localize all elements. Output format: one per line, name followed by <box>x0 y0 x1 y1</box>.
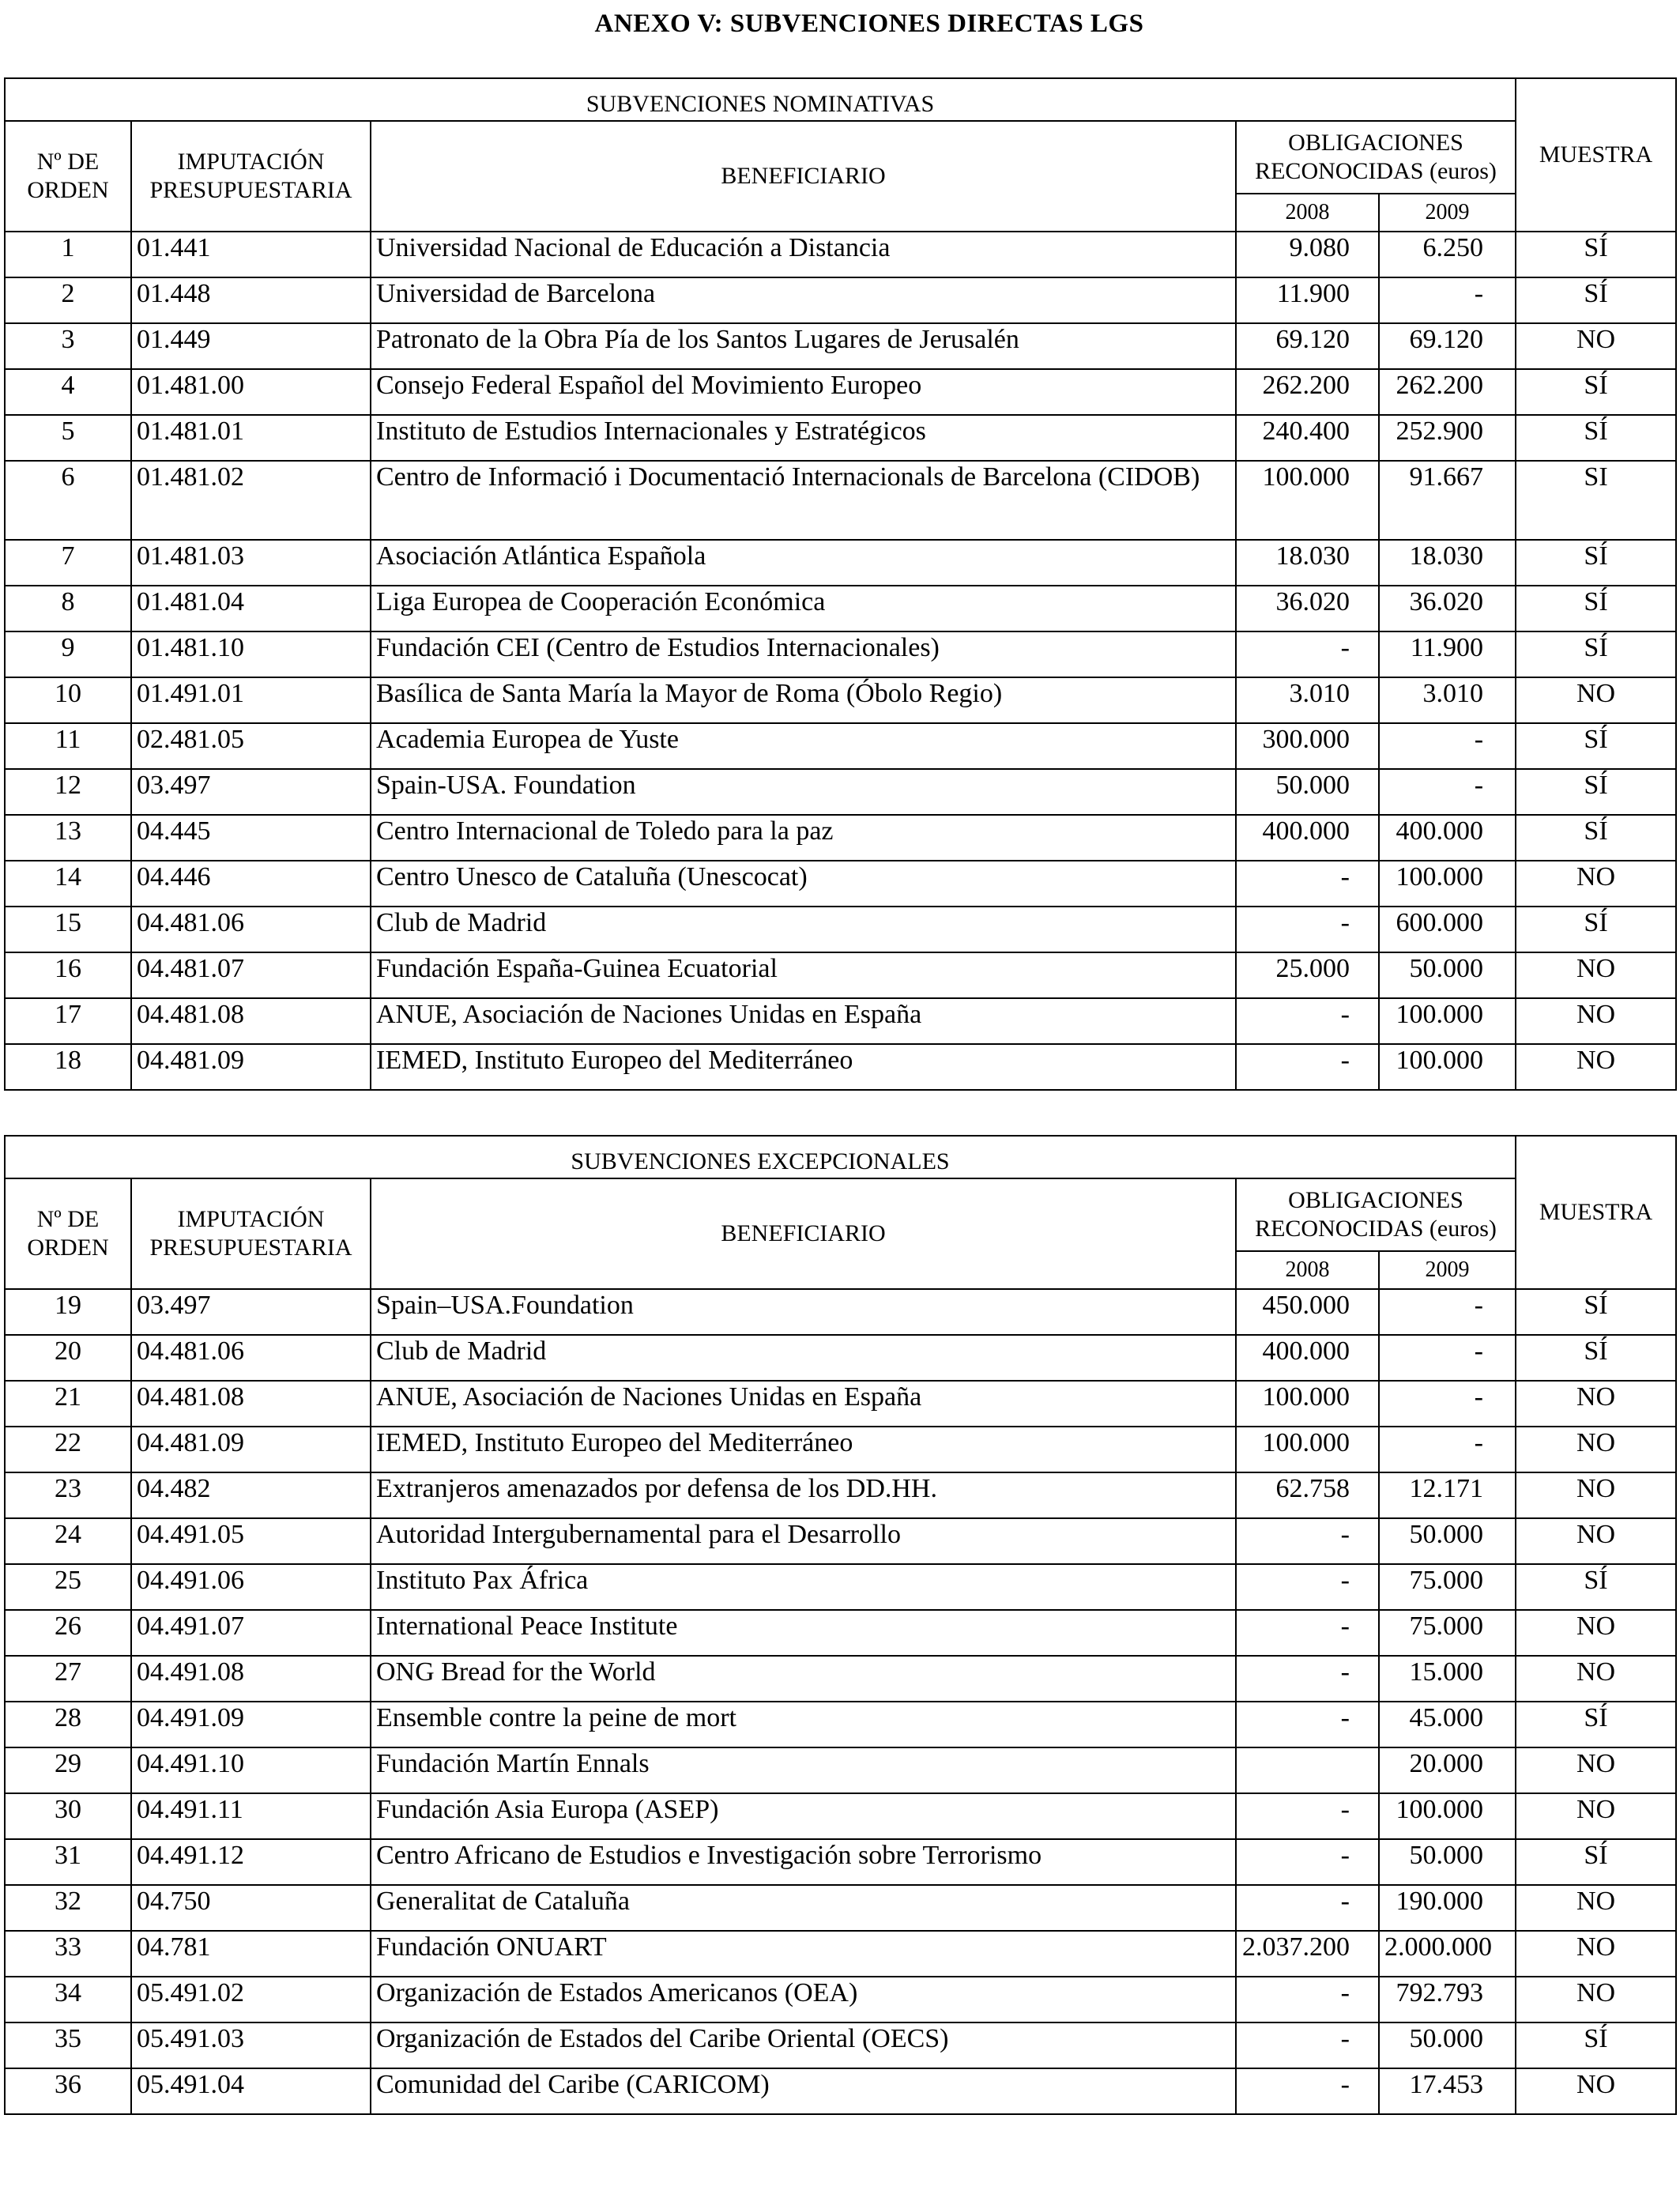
muestra-cell: NO <box>1516 1885 1676 1931</box>
orden-cell: 14 <box>5 861 131 907</box>
year-2008-header: 2008 <box>1236 1251 1379 1289</box>
amount-2009-cell: 75.000 <box>1379 1564 1516 1610</box>
amount-2008-cell: - <box>1236 1518 1379 1564</box>
orden-cell: 23 <box>5 1472 131 1518</box>
muestra-cell: NO <box>1516 1747 1676 1793</box>
imputacion-cell: 01.441 <box>131 232 371 277</box>
imputacion-cell: 04.482 <box>131 1472 371 1518</box>
page-title: ANEXO V: SUBVENCIONES DIRECTAS LGS <box>594 9 1144 38</box>
orden-cell: 29 <box>5 1747 131 1793</box>
orden-cell: 32 <box>5 1885 131 1931</box>
table-row <box>5 1381 1676 1427</box>
beneficiario-cell: ANUE, Asociación de Naciones Unidas en España <box>371 1381 1236 1427</box>
muestra-cell: NO <box>1516 1427 1676 1472</box>
imputacion-cell: 05.491.04 <box>131 2068 371 2114</box>
imputacion-cell: 04.491.06 <box>131 1564 371 1610</box>
muestra-cell: SÍ <box>1516 907 1676 952</box>
beneficiario-header: BENEFICIARIO <box>371 1178 1236 1289</box>
amount-2008-cell: - <box>1236 631 1379 677</box>
section-title: SUBVENCIONES EXCEPCIONALES <box>5 1136 1516 1178</box>
amount-2009-cell: - <box>1379 1335 1516 1381</box>
amount-2008-cell: - <box>1236 2022 1379 2068</box>
muestra-cell: SI <box>1516 461 1676 540</box>
amount-2008-cell: - <box>1236 1610 1379 1656</box>
amount-2008-cell: 240.400 <box>1236 415 1379 461</box>
orden-cell: 12 <box>5 769 131 815</box>
orden-cell: 1 <box>5 232 131 277</box>
amount-2009-cell: 252.900 <box>1379 415 1516 461</box>
muestra-cell: SÍ <box>1516 1564 1676 1610</box>
amount-2009-cell: 20.000 <box>1379 1747 1516 1793</box>
imputacion-cell: 01.448 <box>131 277 371 323</box>
amount-2009-cell: 792.793 <box>1379 1977 1516 2022</box>
muestra-cell: SÍ <box>1516 769 1676 815</box>
orden-cell: 34 <box>5 1977 131 2022</box>
imputacion-cell: 04.491.08 <box>131 1656 371 1702</box>
amount-2008-cell: - <box>1236 1977 1379 2022</box>
imputacion-cell: 01.481.00 <box>131 369 371 415</box>
table-row <box>5 677 1676 723</box>
amount-2008-cell: 11.900 <box>1236 277 1379 323</box>
amount-2009-cell: - <box>1379 723 1516 769</box>
beneficiario-cell: Academia Europea de Yuste <box>371 723 1236 769</box>
amount-2008-cell: - <box>1236 1839 1379 1885</box>
table-row <box>5 2022 1676 2068</box>
amount-2008-cell: - <box>1236 1885 1379 1931</box>
section-title: SUBVENCIONES NOMINATIVAS <box>5 78 1516 121</box>
orden-cell: 30 <box>5 1793 131 1839</box>
year-2009-header: 2009 <box>1379 194 1516 232</box>
muestra-cell: SÍ <box>1516 631 1676 677</box>
imputacion-cell: 03.497 <box>131 1289 371 1335</box>
table-row <box>5 369 1676 415</box>
amount-2009-cell: 262.200 <box>1379 369 1516 415</box>
orden-cell: 5 <box>5 415 131 461</box>
amount-2008-cell: 18.030 <box>1236 540 1379 586</box>
beneficiario-header: BENEFICIARIO <box>371 121 1236 232</box>
imputacion-cell: 04.491.11 <box>131 1793 371 1839</box>
amount-2009-cell: 18.030 <box>1379 540 1516 586</box>
amount-2009-cell: 100.000 <box>1379 1793 1516 1839</box>
imputacion-cell: 04.481.08 <box>131 1381 371 1427</box>
amount-2008-cell: 100.000 <box>1236 1381 1379 1427</box>
amount-2009-cell: 2.000.000 <box>1379 1931 1516 1977</box>
amount-2008-cell: - <box>1236 1793 1379 1839</box>
amount-2008-cell: 50.000 <box>1236 769 1379 815</box>
orden-cell: 6 <box>5 461 131 540</box>
amount-2008-cell: 69.120 <box>1236 323 1379 369</box>
beneficiario-cell: Fundación Asia Europa (ASEP) <box>371 1793 1236 1839</box>
imputacion-cell: 04.481.08 <box>131 998 371 1044</box>
muestra-cell: SÍ <box>1516 2022 1676 2068</box>
imputacion-cell: 04.481.06 <box>131 1335 371 1381</box>
beneficiario-cell: Club de Madrid <box>371 1335 1236 1381</box>
amount-2008-cell: 450.000 <box>1236 1289 1379 1335</box>
imputacion-cell: 04.481.06 <box>131 907 371 952</box>
imputacion-header: IMPUTACIÓN PRESUPUESTARIA <box>131 121 371 232</box>
table-row <box>5 1885 1676 1931</box>
imputacion-cell: 04.491.07 <box>131 1610 371 1656</box>
beneficiario-cell: ONG Bread for the World <box>371 1656 1236 1702</box>
table-row <box>5 2068 1676 2114</box>
beneficiario-cell: Universidad de Barcelona <box>371 277 1236 323</box>
beneficiario-cell: ANUE, Asociación de Naciones Unidas en España <box>371 998 1236 1044</box>
nominativas-table <box>4 77 1677 1091</box>
muestra-cell: NO <box>1516 323 1676 369</box>
beneficiario-cell: International Peace Institute <box>371 1610 1236 1656</box>
orden-header: Nº DE ORDEN <box>5 121 131 232</box>
beneficiario-cell: Comunidad del Caribe (CARICOM) <box>371 2068 1236 2114</box>
table-row <box>5 1518 1676 1564</box>
amount-2009-cell: 6.250 <box>1379 232 1516 277</box>
amount-2008-cell: 9.080 <box>1236 232 1379 277</box>
table-row <box>5 1656 1676 1702</box>
beneficiario-cell: Fundación España-Guinea Ecuatorial <box>371 952 1236 998</box>
muestra-cell: NO <box>1516 1472 1676 1518</box>
table-row <box>5 323 1676 369</box>
beneficiario-cell: Ensemble contre la peine de mort <box>371 1702 1236 1747</box>
amount-2008-cell: - <box>1236 1702 1379 1747</box>
muestra-cell: NO <box>1516 861 1676 907</box>
beneficiario-cell: Fundación CEI (Centro de Estudios Internacionales) <box>371 631 1236 677</box>
imputacion-cell: 04.491.12 <box>131 1839 371 1885</box>
orden-cell: 18 <box>5 1044 131 1090</box>
muestra-cell: SÍ <box>1516 1702 1676 1747</box>
orden-cell: 31 <box>5 1839 131 1885</box>
beneficiario-cell: Liga Europea de Cooperación Económica <box>371 586 1236 631</box>
muestra-cell: NO <box>1516 1381 1676 1427</box>
table-row <box>5 631 1676 677</box>
amount-2008-cell: - <box>1236 998 1379 1044</box>
table-row <box>5 1839 1676 1885</box>
amount-2009-cell: - <box>1379 769 1516 815</box>
orden-cell: 3 <box>5 323 131 369</box>
muestra-cell: NO <box>1516 1656 1676 1702</box>
table-row <box>5 1335 1676 1381</box>
beneficiario-cell: Generalitat de Cataluña <box>371 1885 1236 1931</box>
imputacion-cell: 01.481.01 <box>131 415 371 461</box>
amount-2009-cell: 91.667 <box>1379 461 1516 540</box>
amount-2008-cell: - <box>1236 1564 1379 1610</box>
beneficiario-cell: Fundación Martín Ennals <box>371 1747 1236 1793</box>
orden-cell: 15 <box>5 907 131 952</box>
table-row <box>5 907 1676 952</box>
orden-cell: 26 <box>5 1610 131 1656</box>
amount-2008-cell: - <box>1236 2068 1379 2114</box>
table-row <box>5 461 1676 540</box>
beneficiario-cell: Centro Africano de Estudios e Investigación sobre Terrorismo <box>371 1839 1236 1885</box>
imputacion-cell: 04.481.09 <box>131 1044 371 1090</box>
imputacion-cell: 01.481.04 <box>131 586 371 631</box>
muestra-cell: NO <box>1516 1931 1676 1977</box>
beneficiario-cell: Universidad Nacional de Educación a Distancia <box>371 232 1236 277</box>
muestra-cell: NO <box>1516 952 1676 998</box>
muestra-cell: SÍ <box>1516 540 1676 586</box>
orden-cell: 2 <box>5 277 131 323</box>
obligaciones-header: OBLIGACIONES RECONOCIDAS (euros) <box>1236 1178 1516 1251</box>
table-row <box>5 1977 1676 2022</box>
beneficiario-cell: Club de Madrid <box>371 907 1236 952</box>
orden-cell: 28 <box>5 1702 131 1747</box>
amount-2008-cell: 100.000 <box>1236 461 1379 540</box>
amount-2009-cell: 3.010 <box>1379 677 1516 723</box>
imputacion-cell: 04.445 <box>131 815 371 861</box>
table-row <box>5 769 1676 815</box>
orden-cell: 4 <box>5 369 131 415</box>
table-row <box>5 586 1676 631</box>
beneficiario-cell: Patronato de la Obra Pía de los Santos Lugares de Jerusalén <box>371 323 1236 369</box>
amount-2009-cell: 17.453 <box>1379 2068 1516 2114</box>
muestra-cell: SÍ <box>1516 1335 1676 1381</box>
amount-2008-cell: 3.010 <box>1236 677 1379 723</box>
orden-cell: 13 <box>5 815 131 861</box>
table-row <box>5 415 1676 461</box>
orden-cell: 33 <box>5 1931 131 1977</box>
table-row <box>5 1610 1676 1656</box>
orden-cell: 22 <box>5 1427 131 1472</box>
beneficiario-cell: Autoridad Intergubernamental para el Desarrollo <box>371 1518 1236 1564</box>
amount-2008-cell: 36.020 <box>1236 586 1379 631</box>
muestra-cell: SÍ <box>1516 277 1676 323</box>
orden-cell: 7 <box>5 540 131 586</box>
amount-2009-cell: 50.000 <box>1379 1839 1516 1885</box>
muestra-cell: NO <box>1516 1793 1676 1839</box>
table-row <box>5 861 1676 907</box>
table-row <box>5 1289 1676 1335</box>
muestra-cell: NO <box>1516 2068 1676 2114</box>
amount-2009-cell: - <box>1379 1427 1516 1472</box>
beneficiario-cell: IEMED, Instituto Europeo del Mediterráneo <box>371 1427 1236 1472</box>
imputacion-cell: 04.781 <box>131 1931 371 1977</box>
orden-cell: 35 <box>5 2022 131 2068</box>
table-row <box>5 232 1676 277</box>
muestra-cell: SÍ <box>1516 1839 1676 1885</box>
table-row <box>5 1793 1676 1839</box>
imputacion-cell: 01.449 <box>131 323 371 369</box>
table-row <box>5 723 1676 769</box>
muestra-cell: SÍ <box>1516 415 1676 461</box>
muestra-header: MUESTRA <box>1516 78 1676 232</box>
imputacion-cell: 04.491.09 <box>131 1702 371 1747</box>
imputacion-cell: 04.481.09 <box>131 1427 371 1472</box>
amount-2008-cell: - <box>1236 907 1379 952</box>
beneficiario-cell: Asociación Atlántica Española <box>371 540 1236 586</box>
orden-cell: 11 <box>5 723 131 769</box>
amount-2009-cell: 100.000 <box>1379 998 1516 1044</box>
amount-2009-cell: 50.000 <box>1379 2022 1516 2068</box>
orden-cell: 19 <box>5 1289 131 1335</box>
orden-cell: 25 <box>5 1564 131 1610</box>
table-row <box>5 1472 1676 1518</box>
muestra-cell: NO <box>1516 1518 1676 1564</box>
amount-2009-cell: 50.000 <box>1379 1518 1516 1564</box>
imputacion-cell: 05.491.02 <box>131 1977 371 2022</box>
orden-cell: 36 <box>5 2068 131 2114</box>
amount-2009-cell: 100.000 <box>1379 861 1516 907</box>
amount-2008-cell: 25.000 <box>1236 952 1379 998</box>
imputacion-cell: 01.481.03 <box>131 540 371 586</box>
nominativas-body <box>5 232 1676 1090</box>
muestra-cell: NO <box>1516 1610 1676 1656</box>
beneficiario-cell: Consejo Federal Español del Movimiento Europeo <box>371 369 1236 415</box>
muestra-cell: NO <box>1516 998 1676 1044</box>
muestra-cell: SÍ <box>1516 232 1676 277</box>
beneficiario-cell: Spain-USA. Foundation <box>371 769 1236 815</box>
table-row <box>5 1702 1676 1747</box>
beneficiario-cell: Instituto de Estudios Internacionales y Estratégicos <box>371 415 1236 461</box>
beneficiario-cell: Basílica de Santa María la Mayor de Roma (Óbolo Regio) <box>371 677 1236 723</box>
amount-2008-cell: 262.200 <box>1236 369 1379 415</box>
amount-2009-cell: 75.000 <box>1379 1610 1516 1656</box>
beneficiario-cell: Spain–USA.Foundation <box>371 1289 1236 1335</box>
amount-2008-cell: - <box>1236 861 1379 907</box>
amount-2009-cell: 400.000 <box>1379 815 1516 861</box>
amount-2008-cell: - <box>1236 1044 1379 1090</box>
beneficiario-cell: Fundación ONUART <box>371 1931 1236 1977</box>
year-2009-header: 2009 <box>1379 1251 1516 1289</box>
imputacion-cell: 04.481.07 <box>131 952 371 998</box>
amount-2008-cell: - <box>1236 1656 1379 1702</box>
amount-2009-cell: 190.000 <box>1379 1885 1516 1931</box>
table-row <box>5 1427 1676 1472</box>
orden-cell: 21 <box>5 1381 131 1427</box>
muestra-cell: NO <box>1516 1977 1676 2022</box>
beneficiario-cell: Organización de Estados Americanos (OEA) <box>371 1977 1236 2022</box>
year-2008-header: 2008 <box>1236 194 1379 232</box>
beneficiario-cell: Centro Internacional de Toledo para la paz <box>371 815 1236 861</box>
imputacion-cell: 04.491.05 <box>131 1518 371 1564</box>
amount-2008-cell: 400.000 <box>1236 1335 1379 1381</box>
amount-2009-cell: 45.000 <box>1379 1702 1516 1747</box>
muestra-cell: SÍ <box>1516 1289 1676 1335</box>
imputacion-header: IMPUTACIÓN PRESUPUESTARIA <box>131 1178 371 1289</box>
beneficiario-cell: Organización de Estados del Caribe Oriental (OECS) <box>371 2022 1236 2068</box>
imputacion-cell: 01.491.01 <box>131 677 371 723</box>
table-row <box>5 1564 1676 1610</box>
excepcionales-table <box>4 1135 1677 2115</box>
amount-2008-cell: 100.000 <box>1236 1427 1379 1472</box>
imputacion-cell: 04.750 <box>131 1885 371 1931</box>
muestra-cell: NO <box>1516 677 1676 723</box>
table-row <box>5 1044 1676 1090</box>
table-row <box>5 277 1676 323</box>
amount-2009-cell: 50.000 <box>1379 952 1516 998</box>
imputacion-cell: 03.497 <box>131 769 371 815</box>
muestra-header: MUESTRA <box>1516 1136 1676 1289</box>
imputacion-cell: 05.491.03 <box>131 2022 371 2068</box>
amount-2009-cell: - <box>1379 1381 1516 1427</box>
table-row <box>5 998 1676 1044</box>
amount-2009-cell: - <box>1379 1289 1516 1335</box>
orden-cell: 10 <box>5 677 131 723</box>
imputacion-cell: 04.446 <box>131 861 371 907</box>
orden-cell: 27 <box>5 1656 131 1702</box>
amount-2009-cell: 69.120 <box>1379 323 1516 369</box>
table-row <box>5 1931 1676 1977</box>
orden-cell: 8 <box>5 586 131 631</box>
amount-2009-cell: 36.020 <box>1379 586 1516 631</box>
amount-2009-cell: 11.900 <box>1379 631 1516 677</box>
orden-cell: 20 <box>5 1335 131 1381</box>
amount-2008-cell <box>1236 1747 1379 1793</box>
orden-cell: 9 <box>5 631 131 677</box>
imputacion-cell: 01.481.10 <box>131 631 371 677</box>
amount-2009-cell: 600.000 <box>1379 907 1516 952</box>
muestra-cell: SÍ <box>1516 815 1676 861</box>
orden-cell: 17 <box>5 998 131 1044</box>
amount-2009-cell: 12.171 <box>1379 1472 1516 1518</box>
amount-2008-cell: 2.037.200 <box>1236 1931 1379 1977</box>
amount-2008-cell: 400.000 <box>1236 815 1379 861</box>
beneficiario-cell: Centro Unesco de Cataluña (Unescocat) <box>371 861 1236 907</box>
amount-2009-cell: 100.000 <box>1379 1044 1516 1090</box>
amount-2008-cell: 62.758 <box>1236 1472 1379 1518</box>
orden-cell: 16 <box>5 952 131 998</box>
orden-header: Nº DE ORDEN <box>5 1178 131 1289</box>
amount-2009-cell: 15.000 <box>1379 1656 1516 1702</box>
muestra-cell: SÍ <box>1516 586 1676 631</box>
beneficiario-cell: IEMED, Instituto Europeo del Mediterráneo <box>371 1044 1236 1090</box>
imputacion-cell: 01.481.02 <box>131 461 371 540</box>
amount-2009-cell: - <box>1379 277 1516 323</box>
beneficiario-cell: Extranjeros amenazados por defensa de los DD.HH. <box>371 1472 1236 1518</box>
table-row <box>5 952 1676 998</box>
obligaciones-header: OBLIGACIONES RECONOCIDAS (euros) <box>1236 121 1516 194</box>
muestra-cell: SÍ <box>1516 723 1676 769</box>
table-row <box>5 540 1676 586</box>
muestra-cell: SÍ <box>1516 369 1676 415</box>
excepcionales-body <box>5 1289 1676 2114</box>
beneficiario-cell: Instituto Pax África <box>371 1564 1236 1610</box>
beneficiario-cell: Centro de Informació i Documentació Internacionals de Barcelona (CIDOB) <box>371 461 1236 540</box>
amount-2008-cell: 300.000 <box>1236 723 1379 769</box>
muestra-cell: NO <box>1516 1044 1676 1090</box>
imputacion-cell: 02.481.05 <box>131 723 371 769</box>
orden-cell: 24 <box>5 1518 131 1564</box>
imputacion-cell: 04.491.10 <box>131 1747 371 1793</box>
table-row <box>5 1747 1676 1793</box>
table-row <box>5 815 1676 861</box>
